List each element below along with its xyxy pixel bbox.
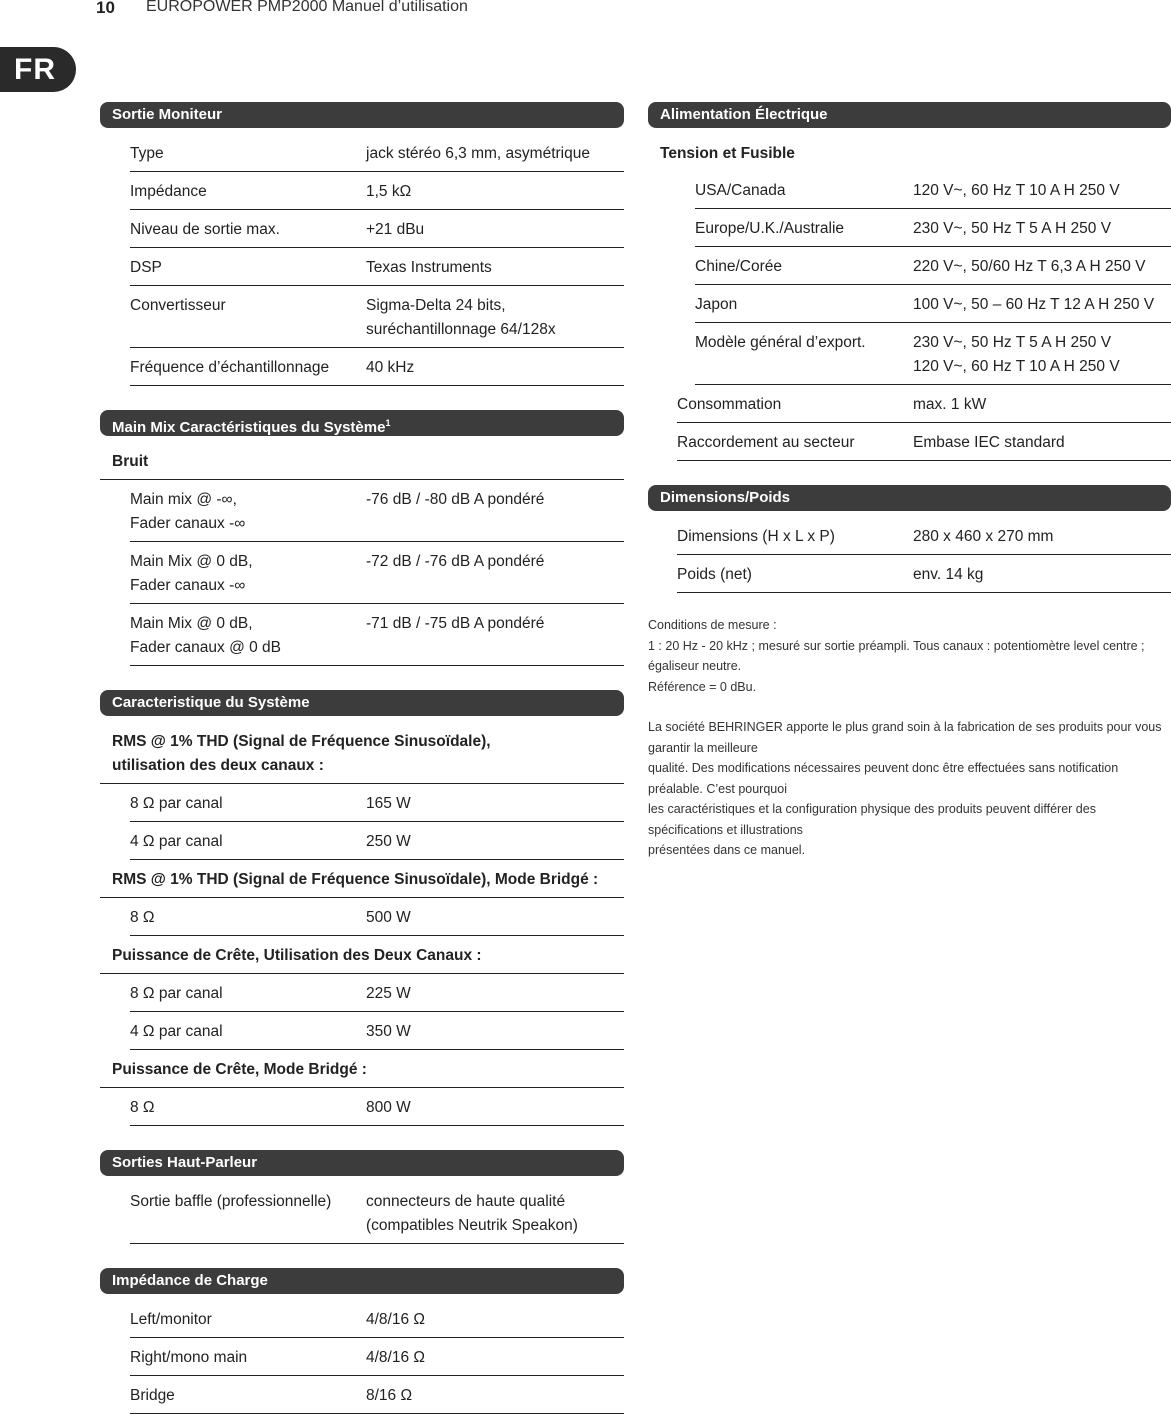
spec-key: Dimensions (H x L x P) xyxy=(677,528,835,545)
spec-value: 225 W xyxy=(366,985,411,1002)
spec-value xyxy=(366,294,624,342)
spec-value: jack stéréo 6,3 mm, asymétrique xyxy=(366,145,590,162)
spec-row xyxy=(130,134,624,172)
group-heading-crete-bridge: Puissance de Crête, Mode Bridgé : xyxy=(100,1050,624,1088)
spec-value: 250 W xyxy=(366,833,411,850)
spec-key: Type xyxy=(130,145,164,162)
section-header-main-mix xyxy=(100,410,624,436)
spec-key: 4 Ω par canal xyxy=(130,1023,223,1040)
spec-row xyxy=(130,480,624,542)
spec-row xyxy=(130,974,624,1012)
spec-key xyxy=(130,550,366,598)
group-heading-bruit: Bruit xyxy=(100,442,624,480)
spec-key xyxy=(130,612,366,660)
spec-key: Bridge xyxy=(130,1387,175,1404)
section-header-impedance: Impédance de Charge xyxy=(100,1268,624,1294)
spec-row xyxy=(130,1182,624,1244)
spec-row xyxy=(677,385,1171,423)
spec-table-sortie-moniteur xyxy=(130,134,624,386)
spec-key: 8 Ω par canal xyxy=(130,795,223,812)
right-column xyxy=(648,102,1171,861)
spec-key-line: Fader canaux -∞ xyxy=(130,515,246,532)
group-heading-crete-deux-canaux: Puissance de Crête, Utilisation des Deux Canaux : xyxy=(100,936,624,974)
section-header-alimentation: Alimentation Électrique xyxy=(648,102,1171,128)
spec-row xyxy=(130,898,624,936)
spec-value-line: connecteurs de haute qualité xyxy=(366,1193,566,1210)
spec-row xyxy=(130,1088,624,1126)
group-heading-rms-bridge: RMS @ 1% THD (Signal de Fréquence Sinusoïdale), Mode Bridgé : xyxy=(100,860,624,898)
spec-table-impedance xyxy=(130,1300,624,1414)
section-header-haut-parleur: Sorties Haut-Parleur xyxy=(100,1150,624,1176)
page-header xyxy=(0,0,1171,22)
group-heading-line: RMS @ 1% THD (Signal de Fréquence Sinusoïdale), xyxy=(112,733,491,750)
left-column xyxy=(100,102,624,1414)
spec-value xyxy=(913,331,1171,379)
spec-key: Consommation xyxy=(677,396,782,413)
spec-value: -71 dB / -75 dB A pondéré xyxy=(366,615,545,632)
disclaimer-line: La société BEHRINGER apporte le plus grand soin à la fabrication de ses produits pour vous garantir la meilleure xyxy=(648,720,1162,755)
spec-key: 8 Ω xyxy=(130,909,155,926)
footnote-marker: 1 xyxy=(385,418,391,428)
spec-value: -76 dB / -80 dB A pondéré xyxy=(366,491,545,508)
spec-row xyxy=(677,517,1171,555)
spec-value: 1,5 kΩ xyxy=(366,183,412,200)
spec-row xyxy=(130,1012,624,1050)
spec-table-haut-parleur xyxy=(130,1182,624,1244)
spec-value: 8/16 Ω xyxy=(366,1387,413,1404)
spec-key: Europe/U.K./Australie xyxy=(695,220,845,237)
disclaimer-line: les caractéristiques et la configuration physique des produits peuvent différer des spécifications et illustrations xyxy=(648,802,1096,837)
group-heading-line: utilisation des deux canaux : xyxy=(112,757,324,774)
spec-value-line: suréchantillonnage 64/128x xyxy=(366,321,556,338)
spec-row xyxy=(677,555,1171,593)
spec-value: -72 dB / -76 dB A pondéré xyxy=(366,553,545,570)
spec-key: Raccordement au secteur xyxy=(677,434,855,451)
spec-table-tension xyxy=(695,171,1171,385)
spec-value xyxy=(366,1190,624,1238)
spec-key-line: Main Mix @ 0 dB, xyxy=(130,615,253,632)
spec-key: Impédance xyxy=(130,183,207,200)
spec-key: Japon xyxy=(695,296,738,313)
spec-table-rms-bridge xyxy=(130,898,624,936)
spec-table-rms xyxy=(130,784,624,860)
spec-row xyxy=(695,323,1171,385)
spec-row xyxy=(130,1300,624,1338)
group-heading-tension-fusible: Tension et Fusible xyxy=(660,145,795,162)
document-title: EUROPOWER PMP2000 Manuel d’utilisation xyxy=(146,0,468,15)
spec-key: 8 Ω xyxy=(130,1099,155,1116)
spec-value: 165 W xyxy=(366,795,411,812)
spec-row xyxy=(130,1338,624,1376)
spec-row xyxy=(695,171,1171,209)
spec-value-line: 120 V~, 60 Hz T 10 A H 250 V xyxy=(913,358,1120,375)
spec-key: Poids (net) xyxy=(677,566,752,583)
spec-table-main-mix xyxy=(130,480,624,666)
spec-value: 40 kHz xyxy=(366,359,415,376)
spec-row xyxy=(130,172,624,210)
spec-table-alimentation xyxy=(677,385,1171,461)
spec-value-line: (compatibles Neutrik Speakon) xyxy=(366,1217,578,1234)
spec-value: 230 V~, 50 Hz T 5 A H 250 V xyxy=(913,220,1112,237)
spec-value: 500 W xyxy=(366,909,411,926)
section-title: Main Mix Caractéristiques du Système xyxy=(112,419,386,436)
spec-value: 350 W xyxy=(366,1023,411,1040)
disclaimer-line: qualité. Des modifications nécessaires peuvent donc être effectuées sans notification préalable. C’est pourquoi xyxy=(648,761,1119,796)
footnotes xyxy=(648,615,1171,861)
spec-value: 4/8/16 Ω xyxy=(366,1349,425,1366)
disclaimer-line: présentées dans ce manuel. xyxy=(648,843,806,857)
spec-value: 100 V~, 50 – 60 Hz T 12 A H 250 V xyxy=(913,296,1155,313)
spec-key: Right/mono main xyxy=(130,1349,248,1366)
spec-value: env. 14 kg xyxy=(913,566,984,583)
spec-key: Niveau de sortie max. xyxy=(130,221,280,238)
page-number: 10 xyxy=(96,0,115,17)
language-badge: FR xyxy=(0,47,76,92)
spec-row xyxy=(130,286,624,348)
spec-key-line: Fader canaux -∞ xyxy=(130,577,246,594)
footnote-1-reference: Référence = 0 dBu. xyxy=(648,679,757,694)
spec-key-line: Main mix @ -∞, xyxy=(130,491,237,508)
spec-value: 280 x 460 x 270 mm xyxy=(913,528,1054,545)
spec-key: 4 Ω par canal xyxy=(130,833,223,850)
section-header-dimensions: Dimensions/Poids xyxy=(648,485,1171,511)
spec-value: max. 1 kW xyxy=(913,396,987,413)
spec-value: +21 dBu xyxy=(366,221,425,238)
spec-value-line: Sigma-Delta 24 bits, xyxy=(366,297,506,314)
group-heading-rms-deux-canaux xyxy=(100,722,624,784)
spec-row xyxy=(130,604,624,666)
spec-row xyxy=(677,423,1171,461)
spec-key: Modèle général d’export. xyxy=(695,334,866,351)
spec-table-crete xyxy=(130,974,624,1050)
spec-key: USA/Canada xyxy=(695,182,786,199)
spec-key: Fréquence d’échantillonnage xyxy=(130,359,330,376)
spec-value: 120 V~, 60 Hz T 10 A H 250 V xyxy=(913,182,1120,199)
spec-value-line: 230 V~, 50 Hz T 5 A H 250 V xyxy=(913,334,1112,351)
spec-row xyxy=(130,784,624,822)
spec-row xyxy=(695,285,1171,323)
spec-key: Chine/Corée xyxy=(695,258,783,275)
spec-key xyxy=(130,488,366,536)
spec-value: Embase IEC standard xyxy=(913,434,1065,451)
conditions-label: Conditions de mesure : xyxy=(648,618,777,632)
spec-value: 4/8/16 Ω xyxy=(366,1311,425,1328)
spec-row xyxy=(130,542,624,604)
spec-row xyxy=(130,248,624,286)
spec-key: Sortie baffle (professionnelle) xyxy=(130,1193,332,1210)
spec-row xyxy=(130,822,624,860)
spec-key: Convertisseur xyxy=(130,297,226,314)
spec-value: 220 V~, 50/60 Hz T 6,3 A H 250 V xyxy=(913,258,1146,275)
spec-key-line: Main Mix @ 0 dB, xyxy=(130,553,253,570)
spec-value: 800 W xyxy=(366,1099,411,1116)
spec-table-dimensions xyxy=(677,517,1171,593)
spec-key: DSP xyxy=(130,259,162,276)
spec-row xyxy=(130,210,624,248)
spec-row xyxy=(130,1376,624,1414)
spec-row xyxy=(130,348,624,386)
section-header-systeme: Caracteristique du Système xyxy=(100,690,624,716)
spec-key: 8 Ω par canal xyxy=(130,985,223,1002)
spec-key: Left/monitor xyxy=(130,1311,212,1328)
spec-row xyxy=(695,247,1171,285)
section-header-sortie-moniteur: Sortie Moniteur xyxy=(100,102,624,128)
spec-table-crete-bridge xyxy=(130,1088,624,1126)
spec-key-line: Fader canaux @ 0 dB xyxy=(130,639,282,656)
spec-row xyxy=(695,209,1171,247)
spec-value: Texas Instruments xyxy=(366,259,492,276)
footnote-1: 1 : 20 Hz - 20 kHz ; mesuré sur sortie préampli. Tous canaux : potentiomètre level centre ; égaliseur neutre. xyxy=(648,638,1145,673)
